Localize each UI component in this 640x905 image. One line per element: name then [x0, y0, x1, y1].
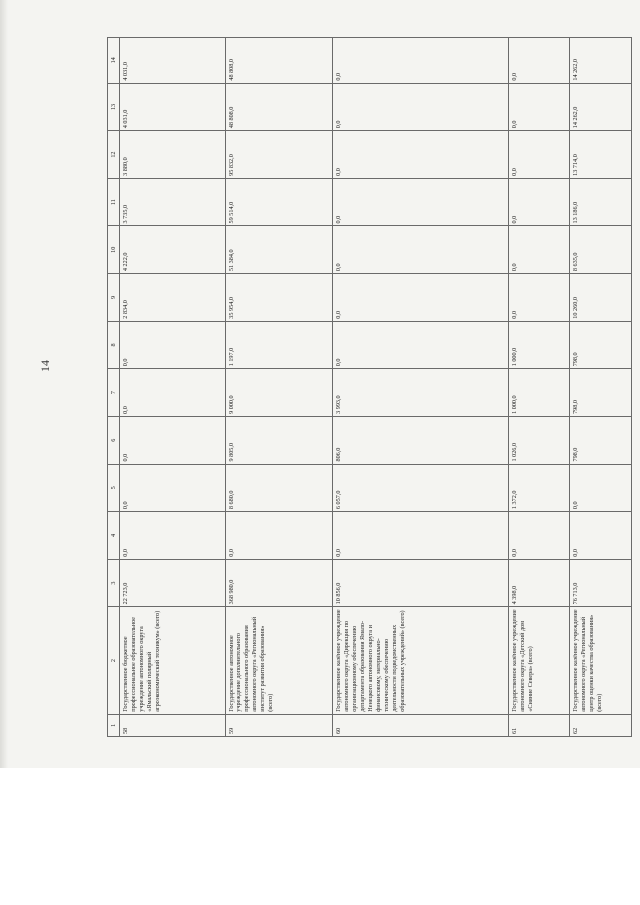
value-cell: 798,0: [570, 321, 632, 369]
column-number: 2: [108, 607, 120, 714]
value-cell: 0,0: [508, 83, 570, 131]
value-cell: 3 735,0: [120, 178, 225, 226]
value-cell: 1 000,0: [508, 321, 570, 369]
value-cell: 0,0: [508, 274, 570, 322]
institution-name: Государственное казённое учреждение автономного округа «Детский дом «Сияние Севера» (всего): [508, 607, 570, 714]
column-number: 3: [108, 559, 120, 607]
value-cell: 14 262,0: [570, 83, 632, 131]
value-cell: 0,0: [333, 226, 509, 274]
row-number: 60: [333, 714, 509, 736]
value-cell: 0,0: [508, 178, 570, 226]
row-number: 58: [120, 714, 225, 736]
value-cell: 59 514,0: [225, 178, 333, 226]
value-cell: 0,0: [508, 38, 570, 84]
value-cell: 0,0: [120, 464, 225, 512]
value-cell: 48 808,0: [225, 83, 333, 131]
value-cell: 8 680,0: [225, 464, 333, 512]
table-row: [225, 38, 333, 737]
institution-name: Государственное автономное учреждение дополнительного профессионального образования автономного округа «Региональный институт развития образования» (всего): [225, 607, 333, 714]
value-cell: 3 993,0: [333, 369, 509, 417]
value-cell: 0,0: [508, 131, 570, 179]
value-cell: 48 808,0: [225, 38, 333, 84]
value-cell: 35 954,0: [225, 274, 333, 322]
column-number: 10: [108, 226, 120, 274]
value-cell: 9 805,0: [225, 416, 333, 464]
value-cell: 0,0: [570, 512, 632, 560]
value-cell: 0,0: [333, 178, 509, 226]
value-cell: 0,0: [333, 83, 509, 131]
value-cell: 10 260,0: [570, 274, 632, 322]
value-cell: 798,0: [570, 369, 632, 417]
row-number: 61: [508, 714, 570, 736]
value-cell: 95 832,0: [225, 131, 333, 179]
column-number: 13: [108, 83, 120, 131]
value-cell: 0,0: [333, 321, 509, 369]
column-number: 6: [108, 416, 120, 464]
column-number: 4: [108, 512, 120, 560]
column-number: 9: [108, 274, 120, 322]
value-cell: 0,0: [333, 38, 509, 84]
value-cell: 0,0: [120, 416, 225, 464]
value-cell: 806,0: [333, 416, 509, 464]
institution-name: Государственное бюджетное профессиональное образовательное учреждение автономного округа «Ямальский полярный агроэкономический техникум» (всего): [120, 607, 225, 714]
value-cell: 0,0: [508, 512, 570, 560]
value-cell: 1 026,0: [508, 416, 570, 464]
scan-edge-shadow: [0, 0, 8, 768]
table-row: [508, 38, 570, 737]
value-cell: 0,0: [225, 512, 333, 560]
value-cell: 3 880,0: [120, 131, 225, 179]
value-cell: 2 834,0: [120, 274, 225, 322]
table-row: [570, 38, 632, 737]
value-cell: 1 000,0: [508, 369, 570, 417]
value-cell: 0,0: [333, 131, 509, 179]
column-number: 8: [108, 321, 120, 369]
value-cell: 4 031,0: [120, 83, 225, 131]
budget-table: [107, 37, 632, 737]
value-cell: 1 197,0: [225, 321, 333, 369]
value-cell: 76 713,0: [570, 559, 632, 607]
row-number: 59: [225, 714, 333, 736]
column-number: 1: [108, 714, 120, 736]
value-cell: 13 714,0: [570, 131, 632, 179]
value-cell: 0,0: [333, 274, 509, 322]
value-cell: 1 372,0: [508, 464, 570, 512]
value-cell: 0,0: [120, 321, 225, 369]
row-number: 62: [570, 714, 632, 736]
value-cell: 22 723,0: [120, 559, 225, 607]
rotated-table-wrapper: [107, 37, 632, 737]
value-cell: 14 262,0: [570, 38, 632, 84]
institution-name: Государственное казённое учреждение автономного округа «Дирекция по организационному обеспечению департамента образования Ямало-Ненецкого автономного округа и финансовому, материально-техническому обеспечению деятельности подведомственных образовательных учреждений» (всего): [333, 607, 509, 714]
page-number: 14: [38, 360, 52, 372]
value-cell: 0,0: [508, 226, 570, 274]
value-cell: 0,0: [120, 512, 225, 560]
value-cell: 10 856,0: [333, 559, 509, 607]
column-number: 12: [108, 131, 120, 179]
value-cell: 6 057,0: [333, 464, 509, 512]
value-cell: 4 398,0: [508, 559, 570, 607]
value-cell: 0,0: [333, 512, 509, 560]
column-number: 7: [108, 369, 120, 417]
value-cell: 0,0: [120, 369, 225, 417]
column-number: 14: [108, 38, 120, 84]
value-cell: 13 186,0: [570, 178, 632, 226]
column-number-row: [108, 38, 120, 737]
value-cell: 51 384,0: [225, 226, 333, 274]
value-cell: 8 635,0: [570, 226, 632, 274]
table-row: [333, 38, 509, 737]
column-number: 11: [108, 178, 120, 226]
institution-name: Государственное казённое учреждение автономного округа «Региональный центр оценки качества образования» (всего): [570, 607, 632, 714]
value-cell: 798,0: [570, 416, 632, 464]
value-cell: 4 222,0: [120, 226, 225, 274]
value-cell: 368 980,0: [225, 559, 333, 607]
value-cell: 4 031,0: [120, 38, 225, 84]
value-cell: 0,0: [570, 464, 632, 512]
table-row: [120, 38, 225, 737]
column-number: 5: [108, 464, 120, 512]
value-cell: 9 000,0: [225, 369, 333, 417]
